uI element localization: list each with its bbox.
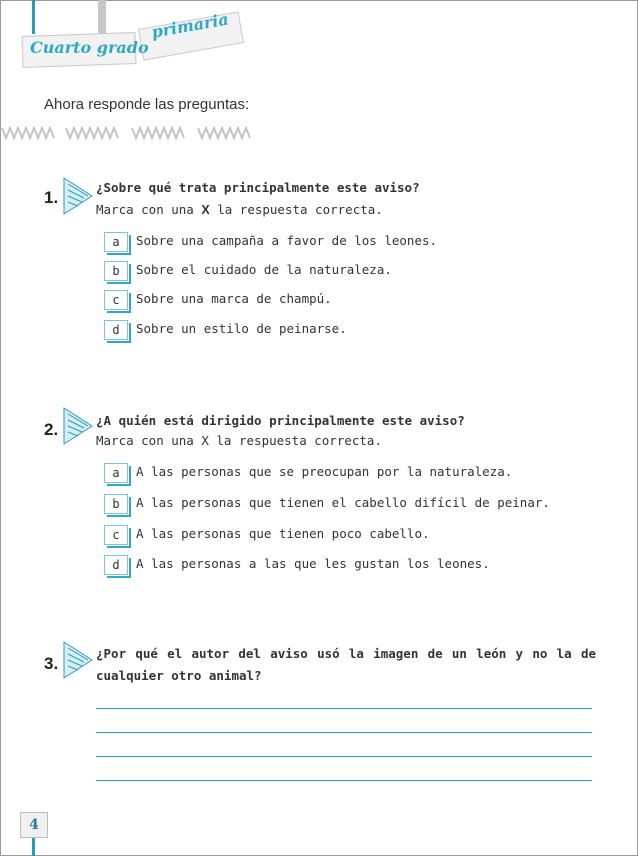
level-label: primaria [150,9,230,42]
option-label: A las personas que se preocupan por la naturaleza. [136,464,513,479]
option-label: Sobre una marca de champú. [136,291,332,306]
grade-label: Cuarto grado [30,38,149,57]
option-label: A las personas que tienen el cabello difícil de peinar. [136,495,550,510]
answer-line[interactable] [96,708,592,709]
question-1-prompt: ¿Sobre qué trata principalmente este aviso? [96,180,420,195]
answer-checkbox[interactable]: a [104,463,128,483]
answer-line[interactable] [96,732,592,733]
question-arrow-icon [62,640,94,680]
answer-line[interactable] [96,780,592,781]
question-1-number: 1. [44,188,59,207]
answer-checkbox[interactable]: b [104,261,128,281]
answer-checkbox[interactable]: a [104,232,128,252]
question-3-prompt: ¿Por qué el autor del aviso usó la imagen de un león y no la de cualquier otro animal? [96,646,596,683]
option-label: Sobre una campaña a favor de los leones. [136,233,438,248]
answer-checkbox[interactable]: c [104,525,128,545]
option-label: Sobre el cuidado de la naturaleza. [136,262,392,277]
page-number: 4 [20,812,48,838]
option-label: A las personas que tienen poco cabello. [136,526,430,541]
option-label: Sobre un estilo de peinarse. [136,321,347,336]
answer-checkbox[interactable]: d [104,320,128,340]
question-3-number: 3. [44,654,59,673]
option-label: A las personas a las que les gustan los leones. [136,556,490,571]
question-2-instruction: Marca con una X la respuesta correcta. [96,433,382,448]
answer-checkbox[interactable]: c [104,290,128,310]
question-1-instruction: Marca con una X la respuesta correcta. [96,202,383,217]
question-2-prompt: ¿A quién está dirigido principalmente este aviso? [96,413,465,428]
answer-checkbox[interactable]: b [104,494,128,514]
question-arrow-icon [62,406,94,446]
question-2-number: 2. [44,420,59,439]
answer-line[interactable] [96,756,592,757]
instruction-text: Ahora responde las preguntas: [44,96,250,113]
question-arrow-icon [62,176,94,216]
margin-rule-top [32,0,35,34]
answer-checkbox[interactable]: d [104,555,128,575]
decorative-scribble-row [0,126,260,142]
